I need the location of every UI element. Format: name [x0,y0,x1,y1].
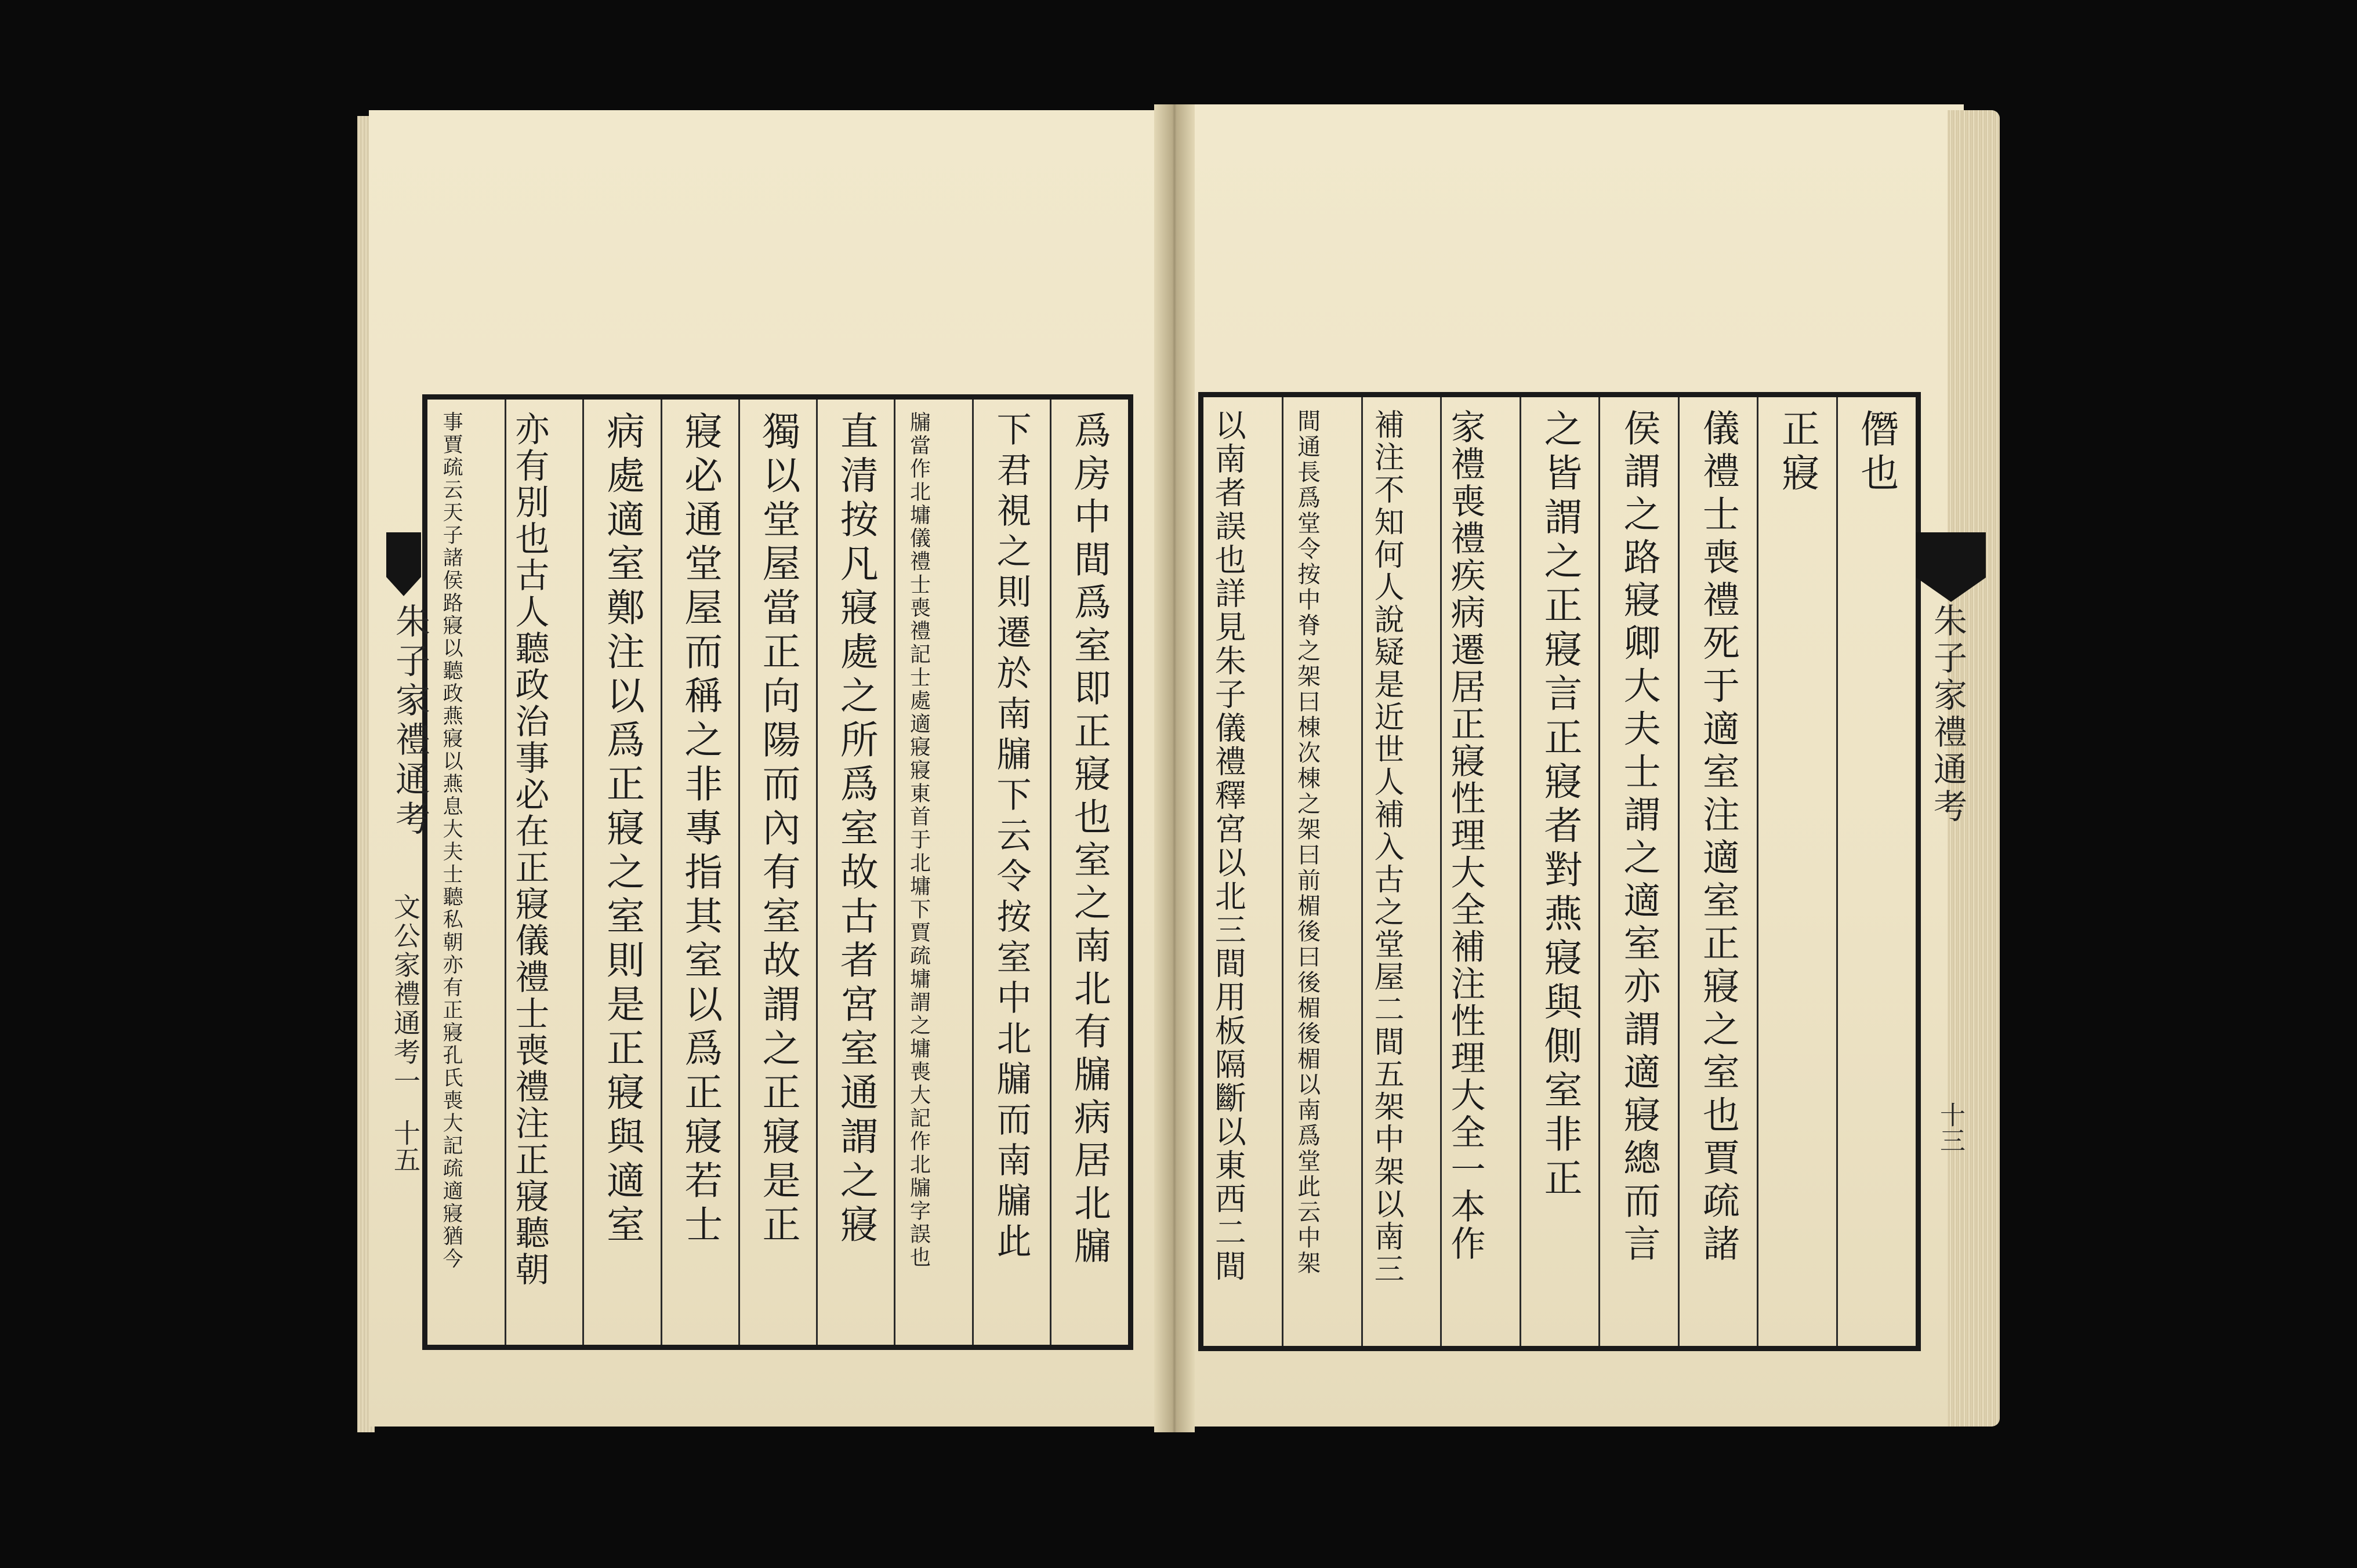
left-column-rule [738,400,740,1345]
right-margin-folio: 十三 [1935,1102,1965,1153]
right-column-5: 之皆謂之正寢言正寢者對燕寢與側室非正 [1538,409,1582,1202]
left-column-4: 直清按凡寢處之所爲室故古者宮室通謂之寢 [833,411,879,1248]
right-column-rule [1757,397,1758,1346]
left-margin-title: 朱子家禮通考 [390,603,430,840]
left-margin-subtitle: 文公家禮通考一 [390,893,421,1096]
right-column-8: 間通長爲堂令按中脊之架曰棟次棟之架曰前楣後曰後楣後楣以南爲堂此云中架 [1293,409,1321,1276]
right-column-6: 家禮喪禮疾病遷居正寢性理大全補注性理大全一本作 [1445,409,1486,1262]
right-column-rule [1598,397,1600,1346]
left-column-rule [505,400,506,1345]
left-column-1: 爲房中間爲室即正寢也室之南北有牖病居北牖 [1067,411,1111,1269]
right-margin-title: 朱子家禮通考 [1928,603,1967,826]
right-column-rule [1836,397,1838,1346]
right-column-1: 僭也 [1854,409,1899,497]
left-column-rule [1050,400,1051,1345]
right-column-rule [1440,397,1442,1346]
right-column-2: 正寢 [1775,409,1820,497]
right-column-3: 儀禮士喪禮死于適室注適室正寢之室也賈疏諸 [1696,409,1739,1267]
left-column-7: 病處適室鄭注以爲正寢之室則是正寢與適室 [600,411,645,1248]
left-column-5: 獨以堂屋當正向陽而內有室故謂之正寢是正 [756,411,800,1248]
left-column-rule [894,400,895,1345]
right-column-rule [1361,397,1363,1346]
left-column-rule [816,400,818,1345]
left-column-3: 牖當作北墉儀禮士喪禮記士處適寢寢東首于北墉下賈疏墉謂之墉喪大記作北牖字誤也 [906,411,931,1269]
left-column-9: 事賈疏云天子諸侯路寢以聽政燕寢以燕息大夫士聽私朝亦有正寢孔氏喪大記疏適寢猶今 [440,411,463,1271]
right-column-4: 侯謂之路寢卿大夫士謂之適室亦謂適寢總而言 [1617,409,1660,1267]
right-column-7: 補注不知何人說疑是近世人補入古之堂屋二間五架中架以南三 [1369,409,1404,1286]
left-column-6: 寢必通堂屋而稱之非專指其室以爲正寢若士 [677,411,723,1248]
left-column-rule [972,400,974,1345]
right-column-rule [1282,397,1283,1346]
left-column-8: 亦有別也古人聽政治事必在正寢儀禮士喪禮注正寢聽朝 [509,411,550,1288]
right-column-rule [1678,397,1680,1346]
left-column-2: 下君視之則遷於南牖下云令按室中北牖而南牖此 [991,411,1032,1264]
left-margin-folio: 十五 [390,1119,421,1173]
right-column-9: 以南者誤也詳見朱子儀禮釋宮以北三間用板隔斷以東西二間 [1210,409,1247,1283]
left-column-rule [661,400,662,1345]
book-gutter [1154,104,1195,1432]
right-column-rule [1520,397,1521,1346]
left-column-rule [582,400,584,1345]
